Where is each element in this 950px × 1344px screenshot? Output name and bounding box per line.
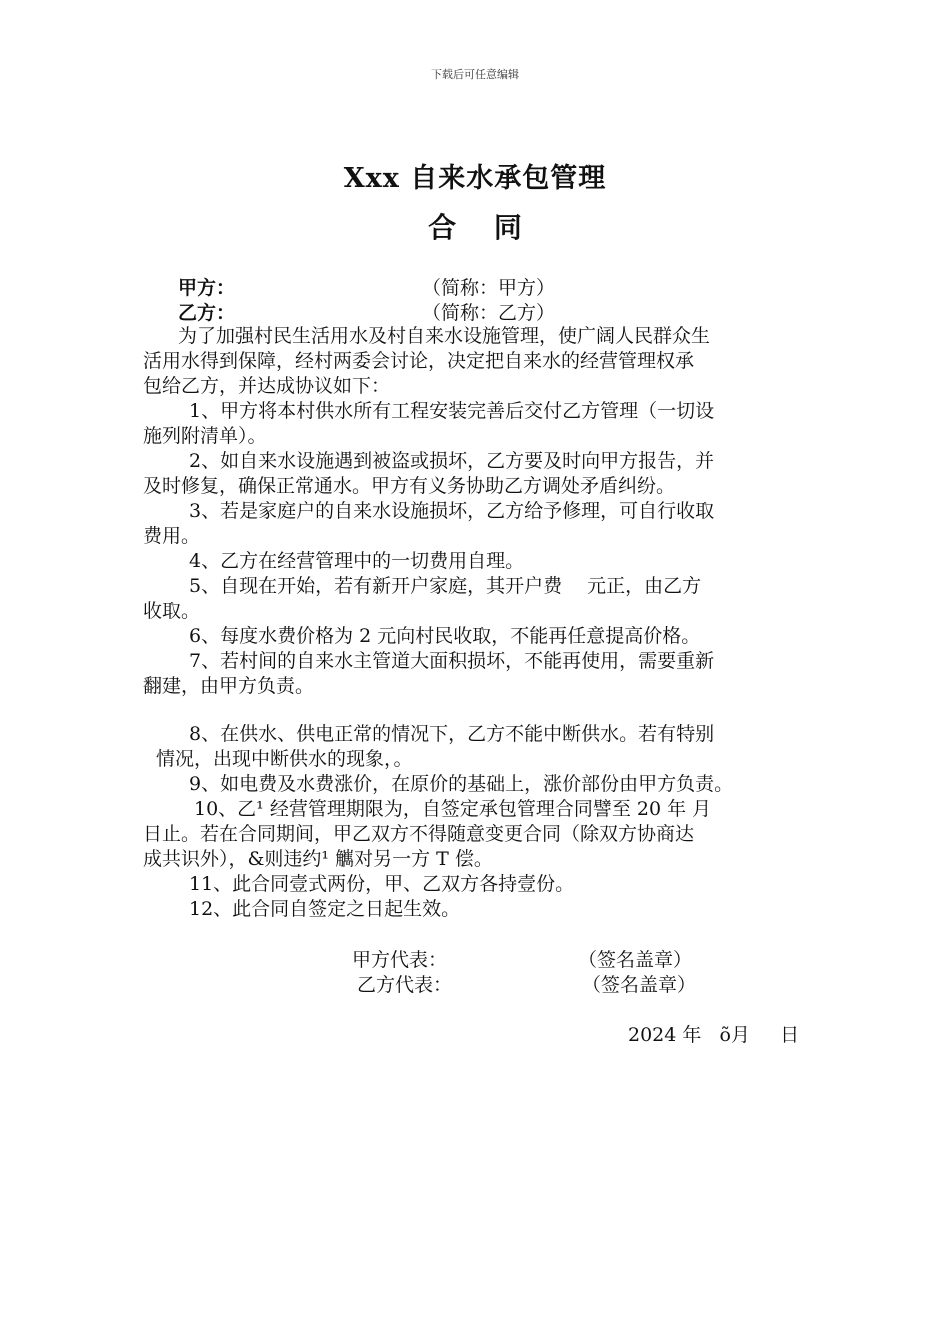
- clause-12-line: 12、此合同自签定之日起生效。: [189, 898, 461, 920]
- clause-10-line: 10、乙¹ 经营管理期限为，自签定承包管理合同譬至 20 年 月: [194, 798, 712, 820]
- contract-subtitle: 合 同: [428, 211, 536, 244]
- clause-10-line: 日止。若在合同期间，甲乙双方不得随意变更合同（除双方协商达: [143, 823, 695, 845]
- clause-11-line: 11、此合同壹式两份，甲、乙双方各持壹份。: [189, 873, 575, 895]
- intro-line: 包给乙方，并达成协议如下：: [143, 375, 391, 397]
- clause-7-line: 翻建，由甲方负责。: [143, 675, 315, 697]
- clause-10-line: 成共识外），&则违约¹ 觽对另一方 T 偿。: [143, 848, 493, 870]
- party-a-rep-label: 甲方代表：: [352, 949, 448, 971]
- contract-title: Xxx 自来水承包管理: [343, 163, 607, 194]
- clause-1-line: 1、甲方将本村供水所有工程安装完善后交付乙方管理（一切设: [189, 400, 715, 422]
- clause-4-line: 4、乙方在经营管理中的一切费用自理。: [189, 550, 525, 572]
- intro-line: 为了加强村民生活用水及村自来水设施管理，使广阔人民群众生: [178, 325, 711, 347]
- clause-8-line: 8、在供水、供电正常的情况下，乙方不能中断供水。若有特别: [189, 723, 715, 745]
- party-a-label: 甲方：: [178, 277, 236, 299]
- clause-8-line: 情况，出现中断供水的现象，。: [156, 748, 413, 770]
- clause-3-line: 费用。: [143, 525, 201, 547]
- party-b-rep-label: 乙方代表：: [357, 974, 453, 996]
- clause-1-line: 施列附清单）。: [143, 425, 267, 447]
- clause-6-line: 6、每度水费价格为 2 元向村民收取，不能再任意提高价格。: [189, 625, 701, 647]
- clause-2-line: 及时修复，确保正常通水。甲方有义务协助乙方调处矛盾纠纷。: [143, 475, 676, 497]
- clause-2-line: 2、如自来水设施遇到被盗或损坏，乙方要及时向甲方报告，并: [189, 450, 715, 472]
- contract-date: 2024 年 õ月 日: [628, 1024, 800, 1046]
- intro-line: 活用水得到保障，经村两委会讨论，决定把自来水的经营管理权承: [143, 350, 695, 372]
- clause-7-line: 7、若村间的自来水主管道大面积损坏，不能再使用，需要重新: [189, 650, 715, 672]
- clause-9-line: 9、如电费及水费涨价，在原价的基础上，涨价部份由甲方负责。: [189, 773, 734, 795]
- party-b-label: 乙方：: [178, 302, 236, 324]
- party-b-abbr: （简称：乙方）: [422, 302, 556, 324]
- header-note: 下载后可任意编辑: [431, 68, 519, 81]
- clause-3-line: 3、若是家庭户的自来水设施损坏，乙方给予修理，可自行收取: [189, 500, 715, 522]
- clause-5-line: 5、自现在开始，若有新开户家庭，其开户费 元正，由乙方: [189, 575, 702, 597]
- party-a-abbr: （简称：甲方）: [422, 277, 556, 299]
- party-b-sign-note: （签名盖章）: [582, 974, 697, 996]
- clause-5-line: 收取。: [143, 600, 201, 622]
- party-a-sign-note: （签名盖章）: [578, 949, 693, 971]
